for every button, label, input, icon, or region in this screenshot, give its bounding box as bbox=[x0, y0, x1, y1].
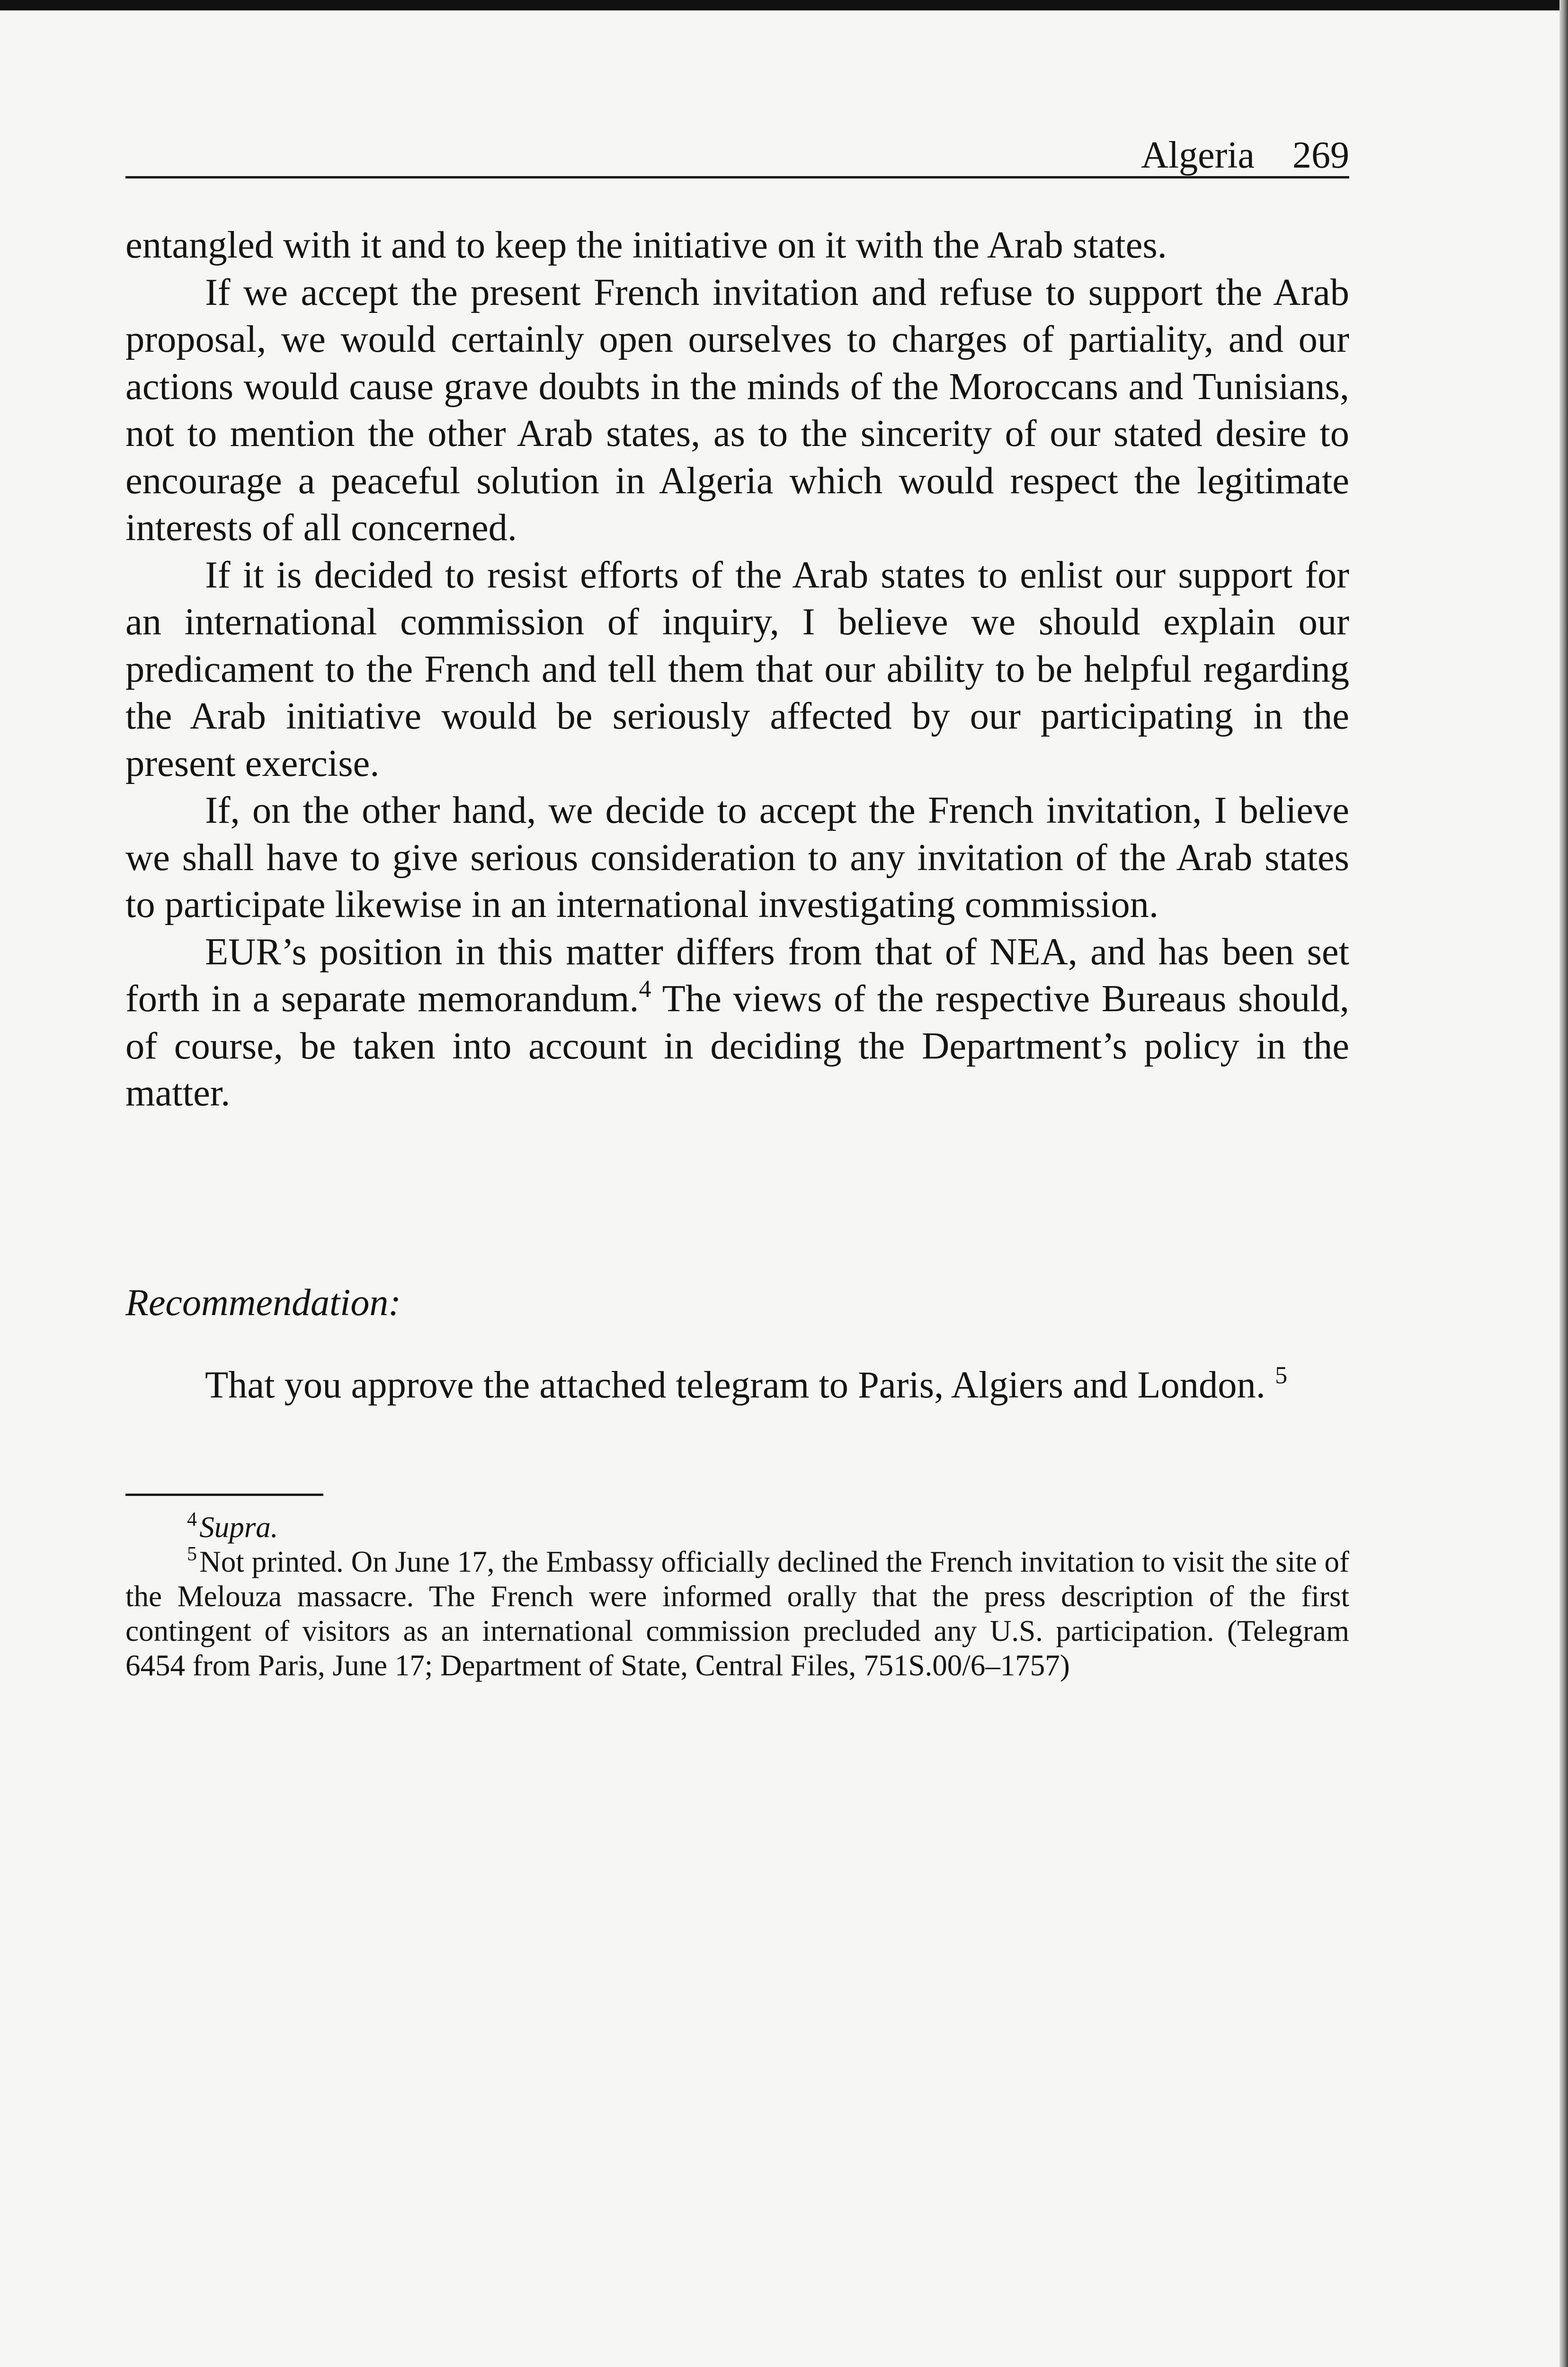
recommendation-body: That you approve the attached telegram to Paris, Algiers and London. bbox=[205, 1364, 1265, 1406]
paragraph-eur-position bbox=[125, 928, 1349, 1117]
footnote-number: 4 bbox=[187, 1509, 197, 1531]
footnote-ref-5: 5 bbox=[1275, 1362, 1288, 1389]
paragraph-continuation: entangled with it and to keep the initiative on it with the Arab states. bbox=[125, 224, 1167, 266]
recommendation-paragraph bbox=[125, 1361, 1349, 1409]
footnote-4 bbox=[125, 1510, 1349, 1545]
page-number: 269 bbox=[1292, 134, 1349, 176]
eur-position-text: EUR’s position in this matter differs from that of NEA, and has been set forth in a separate memorandum. bbox=[125, 930, 1349, 1020]
footnote-number: 5 bbox=[187, 1543, 197, 1565]
footnote-rule bbox=[125, 1494, 323, 1496]
eur-position-text-cont: The views of the respective Bureaus should, of course, be taken into account in deciding the Department’s policy in the matter. bbox=[125, 978, 1350, 1114]
footnotes bbox=[125, 1510, 1349, 1683]
body-text bbox=[125, 222, 1349, 1117]
footnote-5 bbox=[125, 1545, 1349, 1683]
running-head bbox=[1141, 136, 1349, 174]
running-head-section: Algeria bbox=[1141, 134, 1255, 176]
paragraph-resist-efforts: If it is decided to resist efforts of the Arab states to enlist our support for an international commission of inquiry, I believe we should explain our predicament to the French and tell them that our ability to be helpful regarding the Arab initiative would be seriously affected by our participating in the present exercise. bbox=[125, 553, 1349, 784]
header-rule bbox=[125, 176, 1349, 178]
paragraph-accept-invitation: If we accept the present French invitation and refuse to support the Arab proposal, we would certainly open ourselves to charges of partiality, and our actions would cause grave doubts in the minds of the Moroccans and Tunisians, not to mention the other Arab states, as to the sincerity of our stated desire to encourage a peaceful solution in Algeria which would respect the legitimate interests of all concerned. bbox=[125, 271, 1349, 549]
page-top-edge bbox=[0, 0, 1568, 10]
footnote-text: Not printed. On June 17, the Embassy officially declined the French invitation to visit the site of the Melouza massacre. The French were informed orally that the press description of the first contingent of visitors as an international commission precluded any U.S. participation. (Telegram 6454 from Paris, June 17; Department of State, Central Files, 751S.00/6–1757) bbox=[125, 1545, 1349, 1682]
paragraph-other-hand: If, on the other hand, we decide to accept the French invitation, I believe we shall have to give serious consideration to any invitation of the Arab states to participate likewise in an international investigating commission. bbox=[125, 789, 1349, 925]
recommendation-heading: Recommendation: bbox=[125, 1282, 401, 1324]
footnote-text: Supra. bbox=[199, 1511, 278, 1544]
footnote-ref-4: 4 bbox=[639, 976, 651, 1003]
recommendation-text bbox=[125, 1361, 1349, 1409]
page-right-edge bbox=[1559, 0, 1568, 2367]
